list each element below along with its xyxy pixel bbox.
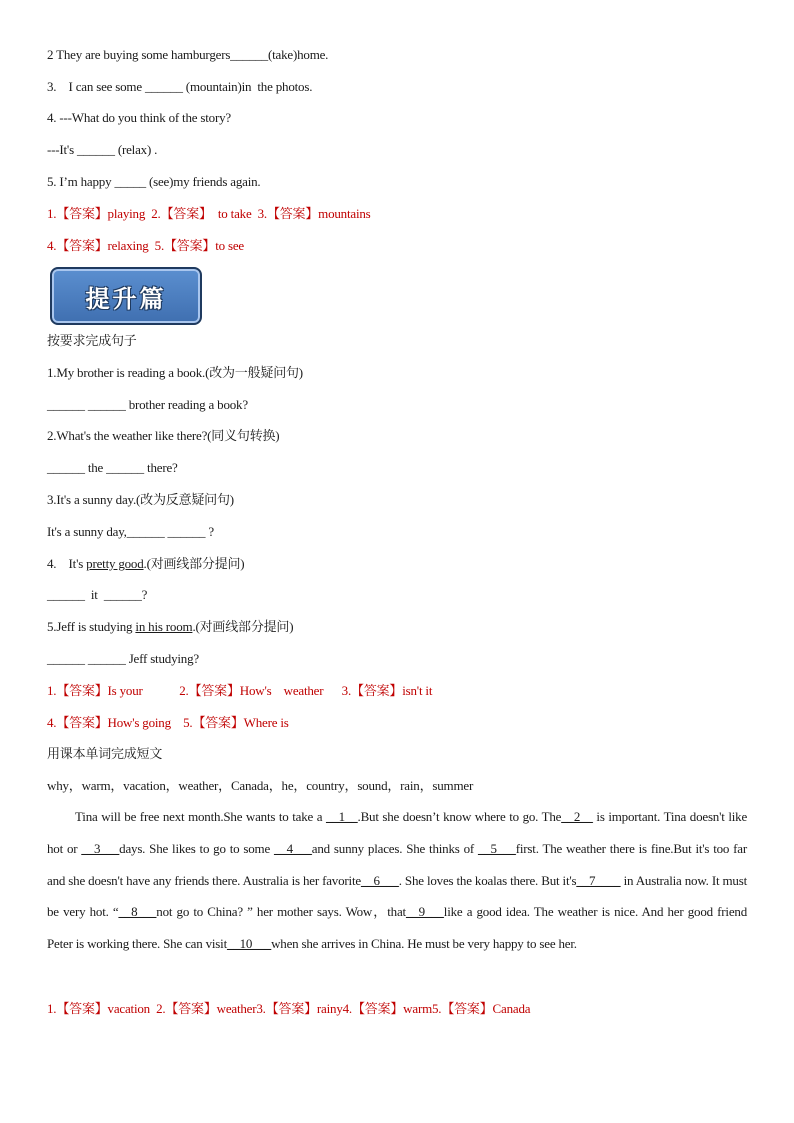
exercise-line: 4. ---What do you think of the story? bbox=[47, 110, 231, 125]
question-text: .(对画线部分提问) bbox=[192, 619, 294, 634]
answer-line: 4.【答案】relaxing 5.【答案】to see bbox=[47, 238, 244, 253]
passage-text: not go to China? ” her mother says. Wow，that bbox=[156, 904, 406, 920]
exercise-line: ______ ______ Jeff studying? bbox=[47, 651, 199, 666]
answer-line: 1.【答案】Is your 2.【答案】How's weather 3.【答案】isn't it bbox=[47, 683, 433, 698]
section-instruction: 用课本单词完成短文 bbox=[47, 746, 163, 761]
passage-text: and sunny places. She thinks of bbox=[311, 840, 478, 856]
blank-4: __4___ bbox=[273, 840, 312, 856]
section-instruction: 按要求完成句子 bbox=[47, 333, 137, 348]
exercise-line: It's a sunny day,______ ______ ? bbox=[47, 524, 214, 539]
passage-text: . She loves the koalas there. But it's bbox=[398, 872, 577, 888]
blank-1: __1__ bbox=[326, 809, 358, 824]
answer-line: 4.【答案】How's going 5.【答案】Where is bbox=[47, 715, 289, 730]
exercise-line bbox=[47, 619, 293, 635]
exercise-line bbox=[47, 556, 244, 572]
blank-8: __8___ bbox=[118, 904, 157, 920]
underlined-phrase: in his room bbox=[135, 619, 193, 634]
exercise-line: 1.My brother is reading a book.(改为一般疑问句) bbox=[47, 365, 303, 380]
passage-text: Tina will be free next month.She wants to take a bbox=[75, 809, 326, 824]
answer-line: 1.【答案】vacation 2.【答案】weather3.【答案】rainy4.【答案】warm5.【答案】Canada bbox=[47, 1001, 531, 1016]
section-title: 提升篇 bbox=[85, 284, 167, 313]
passage-text: .But she doesn’t know where to go. The bbox=[357, 809, 562, 824]
exercise-line: ---It's ______ (relax) . bbox=[47, 142, 158, 157]
passage-text: is important. Tina doesn't like hot or bbox=[47, 809, 748, 856]
section-title-badge bbox=[50, 267, 202, 325]
blank-7: __7____ bbox=[576, 872, 621, 888]
passage-text: in Australia now. It must be very hot. “ bbox=[47, 872, 747, 920]
question-text: 4. It's bbox=[47, 556, 87, 571]
exercise-line: 5. I’m happy _____ (see)my friends again. bbox=[47, 174, 261, 189]
question-text: .(对画线部分提问) bbox=[143, 556, 245, 571]
blank-10: __10___ bbox=[226, 936, 272, 952]
passage-text: when she arrives in China. He must be very happy to see her. bbox=[271, 936, 577, 952]
underlined-phrase: pretty good bbox=[86, 556, 144, 571]
blank-2: __2__ bbox=[561, 809, 593, 824]
exercise-line: 2 They are buying some hamburgers______(take)home. bbox=[47, 47, 329, 62]
exercise-line: ______ the ______ there? bbox=[47, 460, 178, 475]
passage-text: like a good idea. The weather is nice. And her good friend Peter is working there. She can visit bbox=[47, 904, 747, 952]
exercise-line: ______ it ______? bbox=[47, 587, 148, 602]
passage-text: days. She likes to go to some bbox=[119, 840, 274, 856]
passage-text: first. The weather there is fine.But it's too far and she doesn't have any friends there. Australia is her favorite bbox=[47, 840, 748, 888]
exercise-line: 3.It's a sunny day.(改为反意疑问句) bbox=[47, 492, 234, 507]
cloze-passage bbox=[47, 801, 747, 960]
exercise-line: ______ ______ brother reading a book? bbox=[47, 397, 248, 412]
blank-6: __6___ bbox=[360, 872, 399, 888]
blank-5: __5___ bbox=[477, 840, 516, 856]
blank-3: __3___ bbox=[81, 840, 120, 856]
exercise-line: 3. I can see some ______ (mountain)in the photos. bbox=[47, 79, 313, 94]
blank-9: __9___ bbox=[405, 904, 444, 920]
answer-line: 1.【答案】playing 2.【答案】 to take 3.【答案】mountains bbox=[47, 206, 371, 221]
exercise-line: 2.What's the weather like there?(同义句转换) bbox=[47, 428, 280, 443]
question-text: 5.Jeff is studying bbox=[47, 619, 136, 634]
word-bank: why，warm，vacation，weather，Canada，he，country，sound，rain，summer bbox=[47, 778, 474, 793]
